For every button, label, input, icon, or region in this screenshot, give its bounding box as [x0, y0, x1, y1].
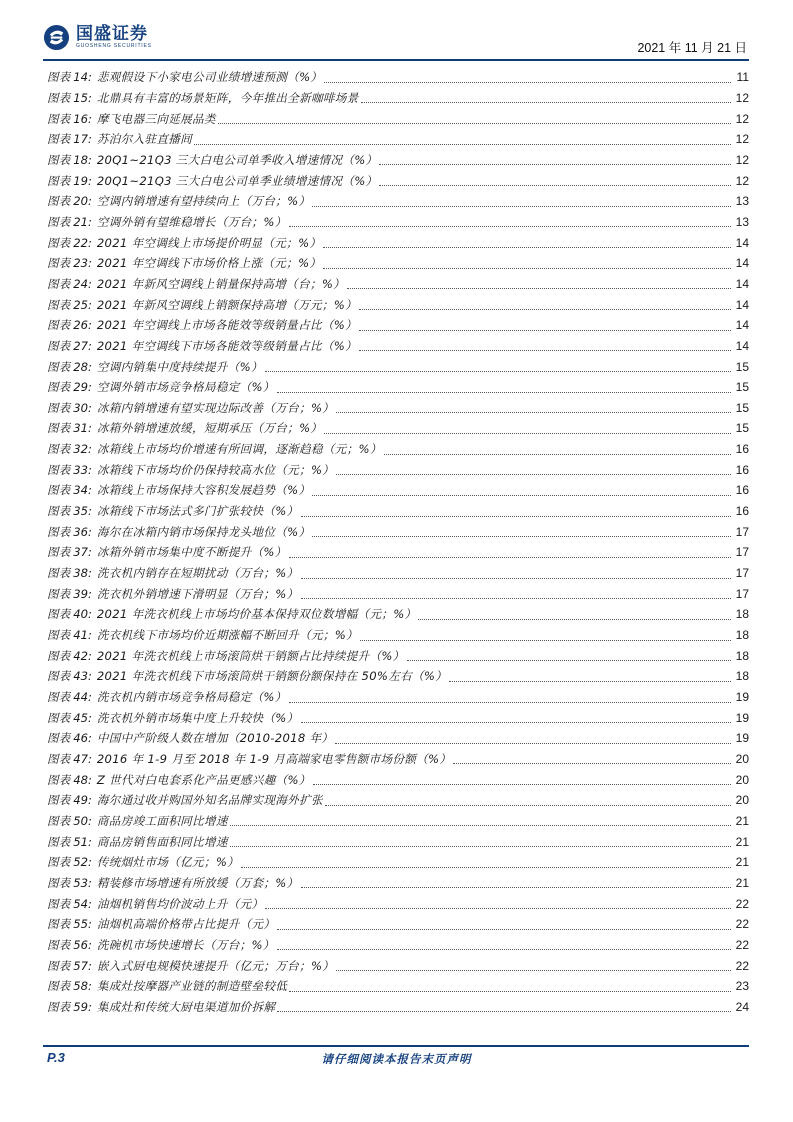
toc-entry-title: 冰箱线下市场法式多门扩张较快（%）	[96, 504, 299, 519]
toc-entry-number: 37:	[73, 545, 92, 560]
toc-leader-dots	[301, 516, 732, 517]
toc-entry-page: 13	[735, 194, 749, 209]
toc-leader-dots	[312, 536, 731, 537]
toc-entry[interactable]	[47, 997, 749, 1018]
toc-entry-title: 2016 年 1-9 月至 2018 年 1-9 月高端家电零售额市场份额（%）	[96, 751, 452, 766]
toc-entry-number: 28:	[73, 359, 92, 374]
toc-leader-dots	[323, 268, 731, 269]
toc-entry-page: 11	[736, 70, 749, 85]
toc-entry-page: 22	[735, 937, 749, 952]
page-number: P.3	[47, 1050, 65, 1065]
toc-entry-number: 56:	[73, 937, 92, 952]
toc-entry[interactable]	[47, 666, 749, 687]
toc-entry[interactable]	[47, 294, 749, 315]
toc-entry-title: 冰箱外销市场集中度不断提升（%）	[96, 545, 287, 560]
toc-leader-dots	[301, 598, 732, 599]
toc-entry-title: 油烟机高端价格带占比提升（元）	[96, 917, 276, 932]
toc-entry-number: 54:	[73, 896, 92, 911]
toc-leader-dots	[384, 454, 731, 455]
toc-leader-dots	[325, 805, 731, 806]
toc-entry-label: 图表	[47, 834, 71, 849]
logo-chinese-name: 国盛证券	[76, 24, 148, 44]
toc-entry-label: 图表	[47, 173, 71, 188]
toc-entry[interactable]	[47, 274, 749, 295]
toc-entry-number: 58:	[73, 979, 92, 994]
toc-entry-label: 图表	[47, 483, 71, 498]
toc-entry-number: 49:	[73, 793, 92, 808]
toc-entry-label: 图表	[47, 70, 71, 85]
toc-entry-title: 2021 年新风空调线上销量保持高增（台；%）	[96, 276, 346, 291]
toc-entry-page: 19	[735, 731, 749, 746]
toc-leader-dots	[301, 722, 732, 723]
toc-entry-page: 18	[735, 607, 749, 622]
toc-entry-number: 34:	[73, 483, 92, 498]
toc-entry-label: 图表	[47, 214, 71, 229]
toc-entry-number: 35:	[73, 504, 92, 519]
toc-entry[interactable]	[47, 625, 749, 646]
toc-entry[interactable]	[47, 521, 749, 542]
toc-entry-number: 32:	[73, 442, 92, 457]
toc-leader-dots	[453, 763, 731, 764]
toc-entry[interactable]	[47, 459, 749, 480]
toc-entry-label: 图表	[47, 690, 71, 705]
toc-entry-number: 14:	[73, 70, 92, 85]
toc-entry[interactable]	[47, 232, 749, 253]
toc-entry-title: 空调内销增速有望持续向上（万台；%）	[96, 194, 311, 209]
toc-entry-number: 22:	[73, 235, 92, 250]
toc-leader-dots	[359, 309, 731, 310]
toc-entry-title: 洗衣机外销市场集中度上升较快（%）	[96, 710, 299, 725]
toc-entry-page: 17	[735, 524, 749, 539]
toc-entry-title: 2021 年新风空调线上销额保持高增（万元；%）	[96, 297, 357, 312]
toc-entry-label: 图表	[47, 297, 71, 312]
toc-entry-label: 图表	[47, 132, 71, 147]
toc-entry-page: 16	[735, 504, 749, 519]
toc-entry[interactable]	[47, 150, 749, 171]
toc-entry-label: 图表	[47, 896, 71, 911]
toc-leader-dots	[324, 433, 731, 434]
toc-entry-number: 50:	[73, 813, 92, 828]
toc-entry-page: 22	[735, 958, 749, 973]
toc-entry-label: 图表	[47, 813, 71, 828]
toc-entry-label: 图表	[47, 999, 71, 1014]
toc-entry-label: 图表	[47, 380, 71, 395]
toc-entry-number: 41:	[73, 628, 92, 643]
toc-entry[interactable]	[47, 67, 749, 88]
toc-entry-page: 12	[735, 111, 749, 126]
toc-entry-number: 40:	[73, 607, 92, 622]
toc-entry-title: 冰箱线上市场均价增速有所回调，逐渐趋稳（元；%）	[96, 442, 382, 457]
toc-entry-number: 21:	[73, 214, 92, 229]
toc-entry[interactable]	[47, 418, 749, 439]
toc-entry[interactable]	[47, 253, 749, 274]
toc-entry-number: 43:	[73, 669, 92, 684]
toc-entry-page: 21	[735, 813, 749, 828]
toc-entry[interactable]	[47, 749, 749, 770]
toc-leader-dots	[277, 392, 731, 393]
toc-entry-title: 北鼎具有丰富的场景矩阵，今年推出全新咖啡场景	[96, 90, 359, 105]
toc-entry-title: 洗衣机外销增速下滑明显（万台；%）	[96, 586, 299, 601]
toc-entry-label: 图表	[47, 855, 71, 870]
toc-entry-label: 图表	[47, 235, 71, 250]
toc-leader-dots	[324, 82, 731, 83]
toc-entry-title: 20Q1~21Q3 三大白电公司单季业绩增速情况（%）	[96, 173, 378, 188]
toc-entry-label: 图表	[47, 731, 71, 746]
toc-entry-label: 图表	[47, 276, 71, 291]
toc-entry[interactable]	[47, 935, 749, 956]
toc-entry-number: 24:	[73, 276, 92, 291]
toc-entry-title: 冰箱线上市场保持大容积发展趋势（%）	[96, 483, 311, 498]
toc-entry-page: 19	[735, 710, 749, 725]
toc-entry-page: 12	[735, 90, 749, 105]
toc-entry-page: 24	[735, 999, 749, 1014]
footer-divider	[43, 1045, 749, 1047]
toc-leader-dots	[230, 825, 731, 826]
toc-entry[interactable]	[47, 811, 749, 832]
toc-entry-title: 摩飞电器三向延展品类	[96, 111, 216, 126]
toc-entry-page: 20	[735, 751, 749, 766]
toc-entry-page: 15	[735, 359, 749, 374]
toc-entry-page: 20	[735, 793, 749, 808]
toc-leader-dots	[230, 846, 731, 847]
toc-entry-page: 17	[735, 566, 749, 581]
toc-entry-number: 17:	[73, 132, 92, 147]
toc-entry-title: 2021 年空调线下市场各能效等级销量占比（%）	[96, 338, 357, 353]
toc-entry[interactable]	[47, 914, 749, 935]
toc-entry-title: 洗衣机内销市场竞争格局稳定（%）	[96, 690, 287, 705]
toc-entry-label: 图表	[47, 979, 71, 994]
toc-entry-page: 18	[735, 669, 749, 684]
toc-entry-number: 16:	[73, 111, 92, 126]
toc-entry-title: 冰箱线下市场均价仍保持较高水位（元；%）	[96, 462, 335, 477]
toc-entry-page: 18	[735, 628, 749, 643]
toc-entry-page: 21	[735, 875, 749, 890]
toc-entry-label: 图表	[47, 628, 71, 643]
toc-entry-number: 51:	[73, 834, 92, 849]
toc-entry[interactable]	[47, 728, 749, 749]
toc-entry-label: 图表	[47, 359, 71, 374]
toc-entry-label: 图表	[47, 607, 71, 622]
toc-entry-number: 38:	[73, 566, 92, 581]
toc-entry-label: 图表	[47, 442, 71, 457]
toc-leader-dots	[241, 867, 731, 868]
toc-entry[interactable]	[47, 542, 749, 563]
report-date: 2021 年 11 月 21 日	[637, 41, 747, 55]
toc-entry-title: 商品房竣工面积同比增速	[96, 813, 228, 828]
toc-entry-title: 洗衣机内销存在短期扰动（万台；%）	[96, 566, 299, 581]
toc-entry-number: 25:	[73, 297, 92, 312]
toc-entry-number: 30:	[73, 400, 92, 415]
toc-entry[interactable]	[47, 852, 749, 873]
toc-entry-label: 图表	[47, 152, 71, 167]
toc-leader-dots	[277, 1011, 731, 1012]
toc-entry[interactable]	[47, 439, 749, 460]
toc-entry-title: 集成灶按摩器产业链的制造壁垒较低	[96, 979, 288, 994]
toc-entry[interactable]	[47, 645, 749, 666]
toc-entry-label: 图表	[47, 710, 71, 725]
toc-entry-number: 42:	[73, 648, 92, 663]
toc-entry-title: 悲观假设下小家电公司业绩增速预测（%）	[96, 70, 323, 85]
toc-entry[interactable]	[47, 398, 749, 419]
toc-entry-page: 15	[735, 400, 749, 415]
toc-entry-label: 图表	[47, 462, 71, 477]
toc-entry-label: 图表	[47, 937, 71, 952]
toc-entry-label: 图表	[47, 669, 71, 684]
toc-entry[interactable]	[47, 191, 749, 212]
toc-entry-page: 15	[735, 380, 749, 395]
toc-entry-title: 2021 年洗衣机线上市场滚筒烘干销额占比持续提升（%）	[96, 648, 405, 663]
toc-entry-page: 22	[735, 896, 749, 911]
toc-entry[interactable]	[47, 129, 749, 150]
toc-entry-title: 空调内销集中度持续提升（%）	[96, 359, 263, 374]
toc-leader-dots	[336, 474, 731, 475]
toc-entry[interactable]	[47, 893, 749, 914]
toc-entry-page: 15	[735, 421, 749, 436]
toc-entry-label: 图表	[47, 793, 71, 808]
toc-entry-page: 12	[735, 132, 749, 147]
toc-entry-page: 16	[735, 462, 749, 477]
toc-entry-label: 图表	[47, 504, 71, 519]
toc-entry-label: 图表	[47, 524, 71, 539]
toc-entry-label: 图表	[47, 566, 71, 581]
toc-entry-title: 嵌入式厨电规模快速提升（亿元；万台；%）	[96, 958, 335, 973]
toc-entry-page: 20	[735, 772, 749, 787]
toc-leader-dots	[289, 991, 731, 992]
toc-entry-page: 19	[735, 690, 749, 705]
toc-entry-page: 13	[735, 214, 749, 229]
toc-entry[interactable]	[47, 873, 749, 894]
toc-entry-number: 26:	[73, 318, 92, 333]
toc-leader-dots	[336, 970, 731, 971]
toc-entry-number: 46:	[73, 731, 92, 746]
toc-entry-title: 洗碗机市场快速增长（万台；%）	[96, 937, 275, 952]
toc-entry-page: 12	[735, 173, 749, 188]
toc-entry[interactable]	[47, 356, 749, 377]
toc-entry-number: 44:	[73, 690, 92, 705]
toc-entry[interactable]	[47, 480, 749, 501]
toc-entry-label: 图表	[47, 586, 71, 601]
toc-leader-dots	[265, 371, 731, 372]
toc-entry[interactable]	[47, 377, 749, 398]
toc-entry-title: 油烟机销售均价波动上升（元）	[96, 896, 264, 911]
company-logo	[43, 24, 152, 51]
toc-entry-label: 图表	[47, 111, 71, 126]
toc-entry[interactable]	[47, 955, 749, 976]
toc-entry-title: 2021 年洗衣机线下市场滚筒烘干销额份额保持在 50%左右（%）	[96, 669, 448, 684]
toc-entry-page: 12	[735, 152, 749, 167]
toc-entry-title: 2021 年空调线上市场提价明显（元；%）	[96, 235, 322, 250]
logo-english-name: GUOSHENG SECURITIES	[76, 43, 152, 49]
toc-entry[interactable]	[47, 336, 749, 357]
toc-leader-dots	[418, 619, 731, 620]
toc-entry-page: 14	[735, 297, 749, 312]
toc-leader-dots	[194, 144, 731, 145]
toc-entry-title: 海尔在冰箱内销市场保持龙头地位（%）	[96, 524, 311, 539]
toc-entry-page: 14	[735, 338, 749, 353]
logo-mark-icon	[43, 24, 70, 51]
toc-leader-dots	[312, 495, 731, 496]
toc-entry-title: 空调外销有望维稳增长（万台；%）	[96, 214, 287, 229]
toc-leader-dots	[312, 206, 731, 207]
disclaimer-text: 请仔细阅读本报告末页声明	[321, 1052, 472, 1066]
toc-entry-number: 19:	[73, 173, 92, 188]
toc-entry-page: 22	[735, 917, 749, 932]
toc-entry-number: 20:	[73, 194, 92, 209]
toc-leader-dots	[449, 681, 731, 682]
toc-entry-page: 18	[735, 648, 749, 663]
toc-entry-label: 图表	[47, 421, 71, 436]
toc-entry-title: 冰箱内销增速有望实现边际改善（万台；%）	[96, 400, 335, 415]
toc-entry-title: Z 世代对白电套系化产品更感兴趣（%）	[96, 772, 311, 787]
toc-leader-dots	[277, 949, 731, 950]
toc-leader-dots	[265, 908, 731, 909]
toc-entry-title: 2021 年洗衣机线上市场均价基本保持双位数增幅（元；%）	[96, 607, 417, 622]
header-divider	[43, 59, 749, 61]
toc-leader-dots	[407, 660, 731, 661]
toc-entry-number: 39:	[73, 586, 92, 601]
toc-entry[interactable]	[47, 976, 749, 997]
toc-entry[interactable]	[47, 170, 749, 191]
toc-entry-page: 14	[735, 276, 749, 291]
toc-leader-dots	[347, 288, 731, 289]
toc-entry[interactable]	[47, 501, 749, 522]
toc-leader-dots	[301, 887, 732, 888]
toc-entry-title: 海尔通过收并购国外知名品牌实现海外扩张	[96, 793, 323, 808]
toc-leader-dots	[277, 929, 731, 930]
toc-entry-title: 精装修市场增速有所放缓（万套；%）	[96, 875, 299, 890]
toc-entry-label: 图表	[47, 194, 71, 209]
toc-leader-dots	[289, 702, 731, 703]
toc-entry-title: 集成灶和传统大厨电渠道加价拆解	[96, 999, 276, 1014]
toc-leader-dots	[361, 102, 731, 103]
toc-entry-number: 52:	[73, 855, 92, 870]
toc-entry[interactable]	[47, 88, 749, 109]
toc-entry[interactable]	[47, 583, 749, 604]
toc-leader-dots	[360, 640, 731, 641]
toc-entry-number: 23:	[73, 256, 92, 271]
toc-entry-number: 31:	[73, 421, 92, 436]
toc-entry-number: 48:	[73, 772, 92, 787]
toc-entry-title: 20Q1~21Q3 三大白电公司单季收入增速情况（%）	[96, 152, 378, 167]
toc-entry[interactable]	[47, 687, 749, 708]
toc-entry-number: 15:	[73, 90, 92, 105]
toc-entry-label: 图表	[47, 256, 71, 271]
toc-leader-dots	[335, 743, 731, 744]
toc-entry-title: 商品房销售面积同比增速	[96, 834, 228, 849]
toc-entry-label: 图表	[47, 545, 71, 560]
toc-entry[interactable]	[47, 831, 749, 852]
toc-entry-page: 16	[735, 483, 749, 498]
toc-entry-title: 苏泊尔入驻直播间	[96, 132, 193, 147]
toc-entry-title: 中国中产阶级人数在增加（2010-2018 年）	[96, 731, 334, 746]
toc-leader-dots	[359, 330, 731, 331]
toc-entry-label: 图表	[47, 338, 71, 353]
toc-entry-label: 图表	[47, 772, 71, 787]
toc-entry[interactable]	[47, 315, 749, 336]
toc-entry-page: 21	[735, 834, 749, 849]
toc-entry-page: 16	[735, 442, 749, 457]
toc-entry-number: 47:	[73, 751, 92, 766]
page-header	[0, 0, 793, 62]
toc-entry-page: 23	[735, 979, 749, 994]
toc-leader-dots	[359, 350, 731, 351]
toc-entry-page: 14	[735, 318, 749, 333]
toc-entry-page: 17	[735, 586, 749, 601]
toc-entry[interactable]	[47, 790, 749, 811]
toc-entry-label: 图表	[47, 875, 71, 890]
toc-entry-title: 2021 年空调线上市场各能效等级销量占比（%）	[96, 318, 357, 333]
toc-entry-page: 17	[735, 545, 749, 560]
toc-entry-page: 21	[735, 855, 749, 870]
toc-entry[interactable]	[47, 108, 749, 129]
toc-entry[interactable]	[47, 769, 749, 790]
toc-entry-label: 图表	[47, 400, 71, 415]
toc-leader-dots	[289, 557, 731, 558]
toc-entry-number: 36:	[73, 524, 92, 539]
toc-entry-label: 图表	[47, 318, 71, 333]
toc-leader-dots	[301, 578, 732, 579]
toc-entry-label: 图表	[47, 90, 71, 105]
figure-index-list	[47, 67, 749, 1017]
toc-leader-dots	[379, 185, 731, 186]
toc-entry-number: 18:	[73, 152, 92, 167]
toc-entry-title: 冰箱外销增速放缓，短期承压（万台；%）	[96, 421, 323, 436]
toc-leader-dots	[313, 784, 731, 785]
toc-entry-number: 27:	[73, 338, 92, 353]
toc-entry-number: 57:	[73, 958, 92, 973]
toc-entry-number: 45:	[73, 710, 92, 725]
toc-entry-label: 图表	[47, 958, 71, 973]
toc-entry-number: 33:	[73, 462, 92, 477]
toc-entry[interactable]	[47, 604, 749, 625]
toc-entry-label: 图表	[47, 917, 71, 932]
toc-entry-title: 2021 年空调线下市场价格上涨（元；%）	[96, 256, 322, 271]
toc-leader-dots	[379, 164, 731, 165]
toc-entry-number: 55:	[73, 917, 92, 932]
toc-entry-title: 空调外销市场竞争格局稳定（%）	[96, 380, 275, 395]
toc-entry-page: 14	[735, 256, 749, 271]
toc-entry-page: 14	[735, 235, 749, 250]
toc-leader-dots	[336, 412, 731, 413]
toc-entry-title: 洗衣机线下市场均价近期涨幅不断回升（元；%）	[96, 628, 358, 643]
toc-leader-dots	[289, 226, 731, 227]
toc-entry-label: 图表	[47, 751, 71, 766]
toc-entry[interactable]	[47, 563, 749, 584]
toc-entry-number: 59:	[73, 999, 92, 1014]
toc-entry-number: 53:	[73, 875, 92, 890]
toc-entry-label: 图表	[47, 648, 71, 663]
toc-entry-title: 传统烟灶市场（亿元；%）	[96, 855, 240, 870]
toc-entry-number: 29:	[73, 380, 92, 395]
toc-leader-dots	[218, 123, 731, 124]
toc-entry[interactable]	[47, 212, 749, 233]
toc-leader-dots	[323, 247, 731, 248]
toc-entry[interactable]	[47, 707, 749, 728]
